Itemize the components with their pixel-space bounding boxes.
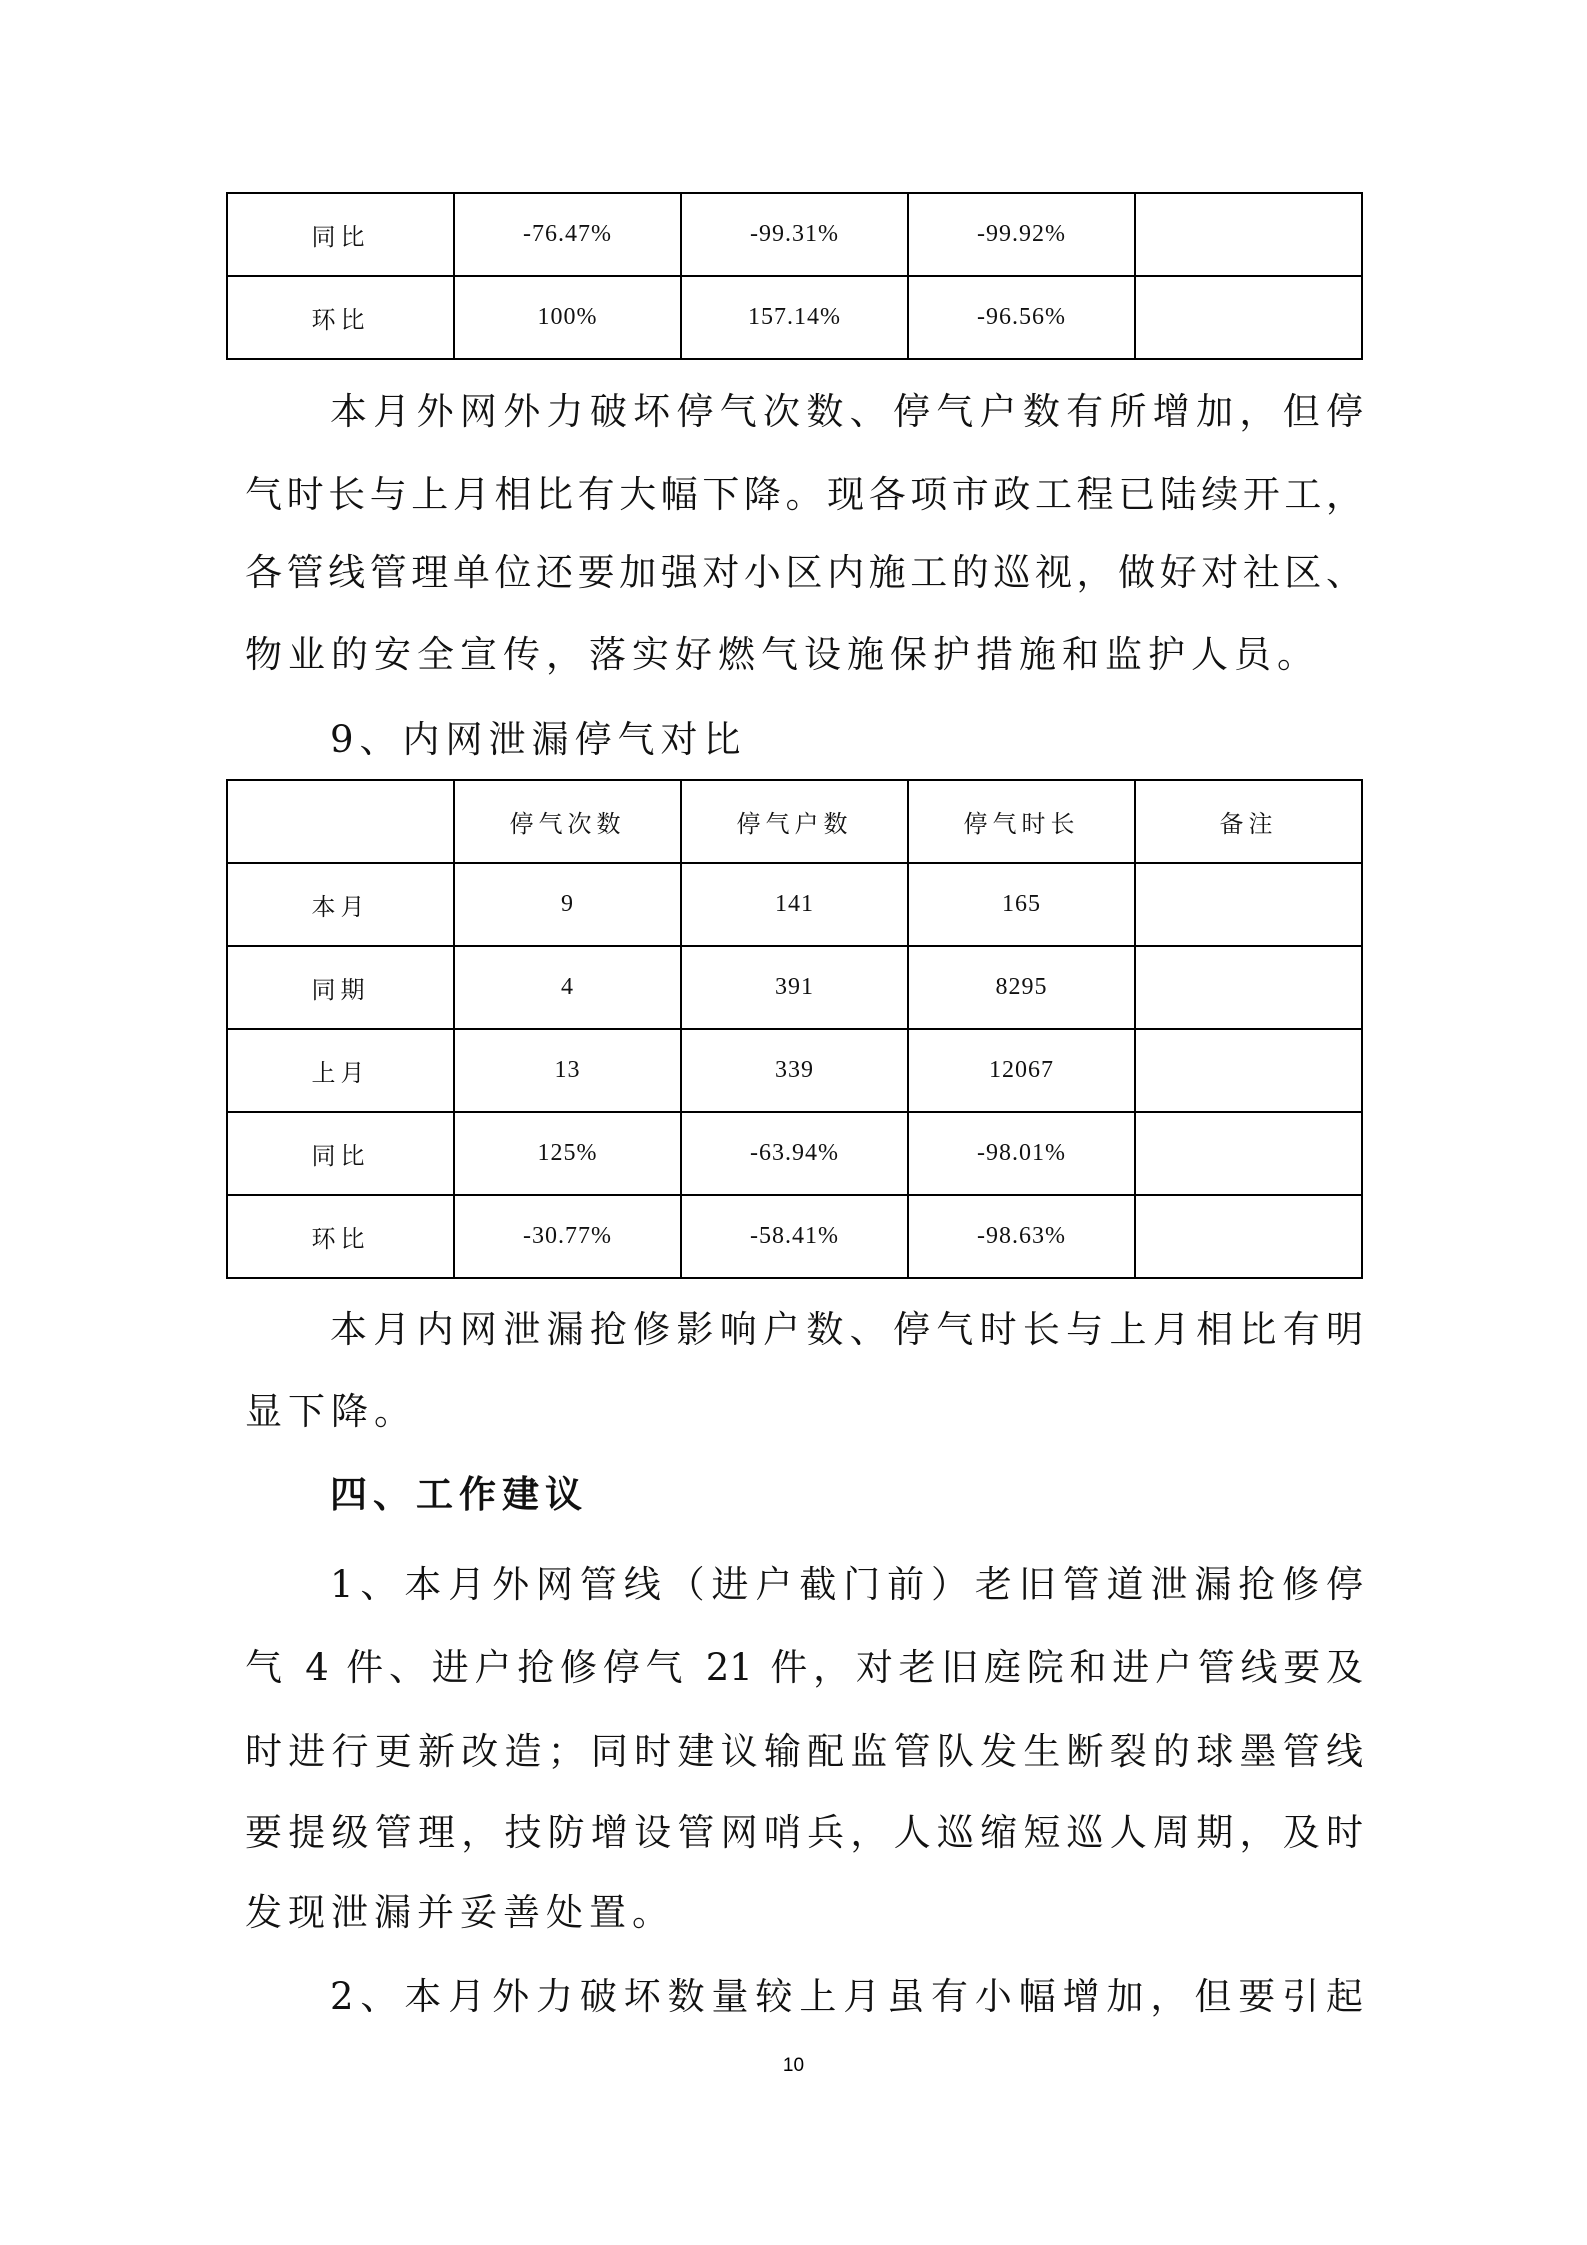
paragraph-line: 本月外网外力破坏停气次数、停气户数有所增加，但停 <box>330 390 1363 433</box>
table-cell: 165 <box>908 863 1135 946</box>
table-cell: -99.92% <box>908 193 1135 276</box>
table-cell: 100% <box>454 276 681 359</box>
table-row <box>227 193 1362 276</box>
row-label: 环比 <box>227 1195 454 1278</box>
remarks-cell <box>1135 1029 1362 1112</box>
table-row <box>227 1195 1362 1278</box>
column-header: 停气户数 <box>681 780 908 863</box>
column-header <box>227 780 454 863</box>
remarks-cell <box>1135 276 1362 359</box>
section-9-heading: 9、内网泄漏停气对比 <box>330 718 747 761</box>
paragraph-line: 物业的安全宣传，落实好燃气设施保护措施和监护人员。 <box>245 633 1320 676</box>
remarks-cell <box>1135 193 1362 276</box>
table-cell: -63.94% <box>681 1112 908 1195</box>
table-cell: 141 <box>681 863 908 946</box>
row-label: 环比 <box>227 276 454 359</box>
table-header-row <box>227 780 1362 863</box>
paragraph-line: 显下降。 <box>245 1390 417 1433</box>
paragraph-line: 2、本月外力破坏数量较上月虽有小幅增加，但要引起 <box>330 1975 1363 2018</box>
row-label: 同比 <box>227 1112 454 1195</box>
paragraph-line: 本月内网泄漏抢修影响户数、停气时长与上月相比有明 <box>330 1308 1363 1351</box>
paragraph-line: 时进行更新改造；同时建议输配监管队发生断裂的球墨管线 <box>245 1730 1363 1773</box>
column-header: 备注 <box>1135 780 1362 863</box>
table-cell: 125% <box>454 1112 681 1195</box>
remarks-cell <box>1135 863 1362 946</box>
inner-leak-comparison-table <box>226 779 1363 1279</box>
table-cell: 391 <box>681 946 908 1029</box>
remarks-cell <box>1135 1195 1362 1278</box>
table-row <box>227 946 1362 1029</box>
table-cell: -96.56% <box>908 276 1135 359</box>
row-label: 同比 <box>227 193 454 276</box>
page-number: 10 <box>782 2055 805 2076</box>
column-header: 停气次数 <box>454 780 681 863</box>
table-cell: -58.41% <box>681 1195 908 1278</box>
paragraph-line: 1、本月外网管线（进户截门前）老旧管道泄漏抢修停 <box>330 1563 1363 1606</box>
row-label: 本月 <box>227 863 454 946</box>
remarks-cell <box>1135 946 1362 1029</box>
column-header: 停气时长 <box>908 780 1135 863</box>
table-cell: 4 <box>454 946 681 1029</box>
table-cell: 157.14% <box>681 276 908 359</box>
table-cell: -98.01% <box>908 1112 1135 1195</box>
table-cell: -76.47% <box>454 193 681 276</box>
paragraph-line: 要提级管理，技防增设管网哨兵，人巡缩短巡人周期，及时 <box>245 1811 1363 1854</box>
table-cell: 13 <box>454 1029 681 1112</box>
table-cell: -99.31% <box>681 193 908 276</box>
paragraph-line: 气 4 件、进户抢修停气 21 件，对老旧庭院和进户管线要及 <box>245 1646 1363 1689</box>
table-row <box>227 1029 1362 1112</box>
remarks-cell <box>1135 1112 1362 1195</box>
table-cell: 8295 <box>908 946 1135 1029</box>
table-row <box>227 863 1362 946</box>
table-row <box>227 276 1362 359</box>
paragraph-line: 气时长与上月相比有大幅下降。现各项市政工程已陆续开工， <box>245 473 1363 516</box>
table-cell: -30.77% <box>454 1195 681 1278</box>
outer-damage-comparison-table-tail <box>226 192 1363 360</box>
paragraph-line: 各管线管理单位还要加强对小区内施工的巡视，做好对社区、 <box>245 551 1363 594</box>
paragraph-line: 发现泄漏并妥善处置。 <box>245 1891 675 1934</box>
table-cell: 9 <box>454 863 681 946</box>
row-label: 同期 <box>227 946 454 1029</box>
row-label: 上月 <box>227 1029 454 1112</box>
table-row <box>227 1112 1362 1195</box>
section-4-heading: 四、工作建议 <box>330 1473 588 1516</box>
table-cell: -98.63% <box>908 1195 1135 1278</box>
table-cell: 12067 <box>908 1029 1135 1112</box>
table-cell: 339 <box>681 1029 908 1112</box>
